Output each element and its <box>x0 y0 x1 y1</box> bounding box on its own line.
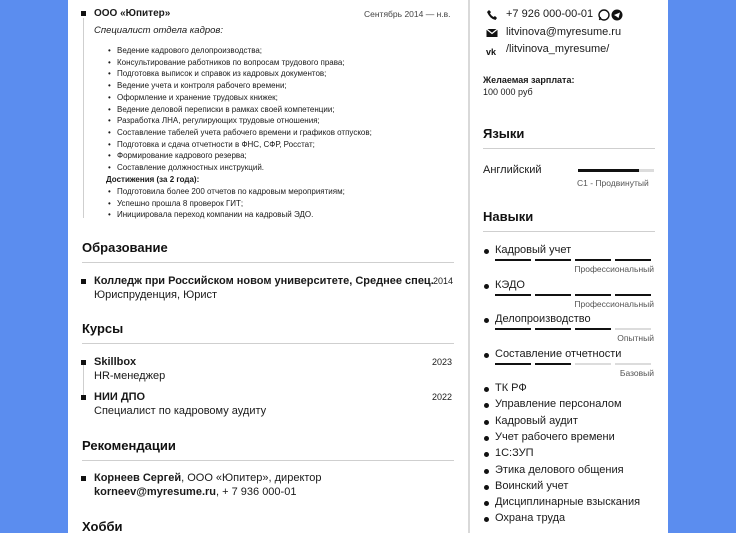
contact-vk[interactable]: /litvinova_myresume/ <box>506 43 610 55</box>
course-year: 2022 <box>432 392 453 402</box>
duty-item: • Ведение деловой переписки в рамках своей компетенции; <box>108 104 448 116</box>
skill-bullet <box>484 452 489 457</box>
skill-name: Дисциплинарные взыскания <box>495 496 641 509</box>
course-marker <box>81 395 86 400</box>
skill-level-segment <box>575 328 611 330</box>
skill-bullet <box>484 517 489 522</box>
courses-timeline <box>83 362 84 398</box>
email-icon <box>486 27 498 39</box>
duty-item: • Консультирование работников по вопросам трудового права; <box>108 57 448 69</box>
skill-level-segment <box>495 259 531 261</box>
education-name: Колледж при Российском новом университете, Среднее спец. <box>94 275 434 287</box>
skill-level-segment <box>575 363 611 365</box>
skill-name: Воинский учет <box>495 479 569 492</box>
job-marker <box>81 11 86 16</box>
languages-rule <box>483 148 655 149</box>
duty-item: • Подготовка выписок и справок из кадровых документов; <box>108 68 448 80</box>
job-achievements <box>108 186 448 221</box>
skill-level-label: Опытный <box>617 333 654 343</box>
education-detail: Юриспруденция, Юрист <box>94 289 217 301</box>
contact-email[interactable]: litvinova@myresume.ru <box>506 26 622 38</box>
duty-item: • Формирование кадрового резерва; <box>108 150 448 162</box>
course-marker <box>81 360 86 365</box>
duty-item: • Ведение учета и контроля рабочего времени; <box>108 80 448 92</box>
job-period: Сентябрь 2014 — н.в. <box>364 9 451 19</box>
skill-name: 1С:ЗУП <box>495 447 534 460</box>
skill-bullet <box>484 403 489 408</box>
skill-level-segment <box>615 328 651 330</box>
education-marker <box>81 279 86 284</box>
skill-name: Делопроизводство <box>495 313 591 325</box>
recommendation-contact <box>94 486 296 498</box>
duty-item: • Подготовка и сдача отчетности в ФНС, СФР, Росстат; <box>108 139 448 151</box>
language-level: C1 - Продвинутый <box>577 178 649 188</box>
education-year: 2014 <box>433 276 454 286</box>
phone-icon <box>486 9 498 21</box>
skill-name: Составление отчетности <box>495 347 622 360</box>
skill-bullet <box>484 284 489 289</box>
skill-level-segment <box>615 294 651 296</box>
section-title-education: Образование <box>82 240 168 255</box>
skill-name: КЭДО <box>495 278 525 291</box>
section-title-skills: Навыки <box>483 209 534 224</box>
job-position: Специалист отдела кадров: <box>94 25 223 36</box>
duty-item: • Разработка ЛНА, регулирующих трудовые отношения; <box>108 115 448 127</box>
duty-item: • Составление должностных инструкций. <box>108 162 448 174</box>
course-detail: Специалист по кадровому аудиту <box>94 405 267 417</box>
whatsapp-icon[interactable] <box>598 9 610 21</box>
skill-bullet <box>484 318 489 323</box>
recommendation-line <box>94 472 322 484</box>
skill-bullet <box>484 436 489 441</box>
skill-level-label: Профессиональный <box>574 298 654 309</box>
course-name: Skillbox <box>94 356 137 368</box>
skill-name: Учет рабочего времени <box>495 430 615 443</box>
salary-label: Желаемая зарплата: <box>483 75 575 85</box>
vk-icon <box>486 45 498 57</box>
skill-level-segment <box>535 363 571 365</box>
skill-level-segment <box>495 294 531 296</box>
course-name: НИИ ДПО <box>94 391 146 403</box>
resume-sheet <box>68 0 668 533</box>
duty-item: • Ведение кадрового делопроизводства; <box>108 45 448 57</box>
skill-name: Управление персоналом <box>495 398 622 411</box>
skill-level-label: Профессиональный <box>574 264 654 274</box>
salary-value: 100 000 руб <box>483 87 533 97</box>
recommendation-email[interactable]: korneev@myresume.ru <box>94 486 217 498</box>
skill-bullet <box>484 420 489 425</box>
language-level-fill <box>578 169 639 172</box>
skill-level-segment <box>615 363 651 365</box>
skill-bullet <box>484 501 489 506</box>
achievement-item: • Подготовила более 200 отчетов по кадровым мероприятиям; <box>108 186 448 198</box>
skills-rule <box>483 231 655 232</box>
skill-level-segment <box>495 328 531 330</box>
skill-name: Кадровый учет <box>495 244 572 256</box>
recommendation-person: Корнеев Сергей <box>94 472 182 484</box>
skill-level-segment <box>535 259 571 261</box>
achievement-item: • Инициировала переход компании на кадровый ЭДО. <box>108 209 448 221</box>
skill-name: ТК РФ <box>495 382 527 394</box>
section-title-courses: Курсы <box>82 321 124 336</box>
skill-level-segment <box>575 259 611 261</box>
achievement-item: • Успешно прошла 8 проверок ГИТ; <box>108 198 448 210</box>
skill-bullet <box>484 485 489 490</box>
skill-level-segment <box>615 259 651 261</box>
recommendation-phone: , + 7 936 000-01 <box>216 486 297 498</box>
skill-name: Кадровый аудит <box>495 414 578 427</box>
telegram-icon[interactable] <box>611 9 623 21</box>
duty-item: • Составление табелей учета рабочего времени и графиков отпусков; <box>108 127 448 139</box>
courses-rule <box>82 343 454 344</box>
skill-bullet <box>484 469 489 474</box>
course-year: 2023 <box>432 357 453 367</box>
skill-bullet <box>484 387 489 392</box>
recommendation-role: , ООО «Юпитер», директор <box>181 472 322 484</box>
column-divider <box>468 0 470 533</box>
job-duties <box>108 45 448 174</box>
skill-name: Этика делового общения <box>495 463 624 476</box>
duty-item: • Оформление и хранение трудовых книжек; <box>108 92 448 104</box>
skill-name: Охрана труда <box>495 512 566 525</box>
job-timeline <box>83 18 84 218</box>
language-name: Английский <box>483 164 542 176</box>
education-rule <box>82 262 454 263</box>
skill-level-segment <box>535 294 571 296</box>
skill-bullet <box>484 249 489 254</box>
skill-level-segment <box>575 294 611 296</box>
section-title-languages: Языки <box>483 126 525 141</box>
section-title-recommendations: Рекомендации <box>82 438 176 453</box>
skill-level-label: Базовый <box>619 367 654 378</box>
skill-level-segment <box>495 363 531 365</box>
language-level-bar <box>578 169 654 172</box>
job-company: ООО «Юпитер» <box>94 8 171 19</box>
contact-phone[interactable]: +7 926 000-00-01 <box>506 8 594 20</box>
course-detail: HR-менеджер <box>94 370 166 382</box>
recommendation-marker <box>81 476 86 481</box>
svg-text:vk: vk <box>486 47 497 57</box>
achievements-title: Достижения (за 2 года): <box>106 175 200 184</box>
recommendations-rule <box>82 460 454 461</box>
section-title-hobby: Хобби <box>82 519 123 533</box>
skill-bullet <box>484 353 489 358</box>
skill-level-segment <box>535 328 571 330</box>
